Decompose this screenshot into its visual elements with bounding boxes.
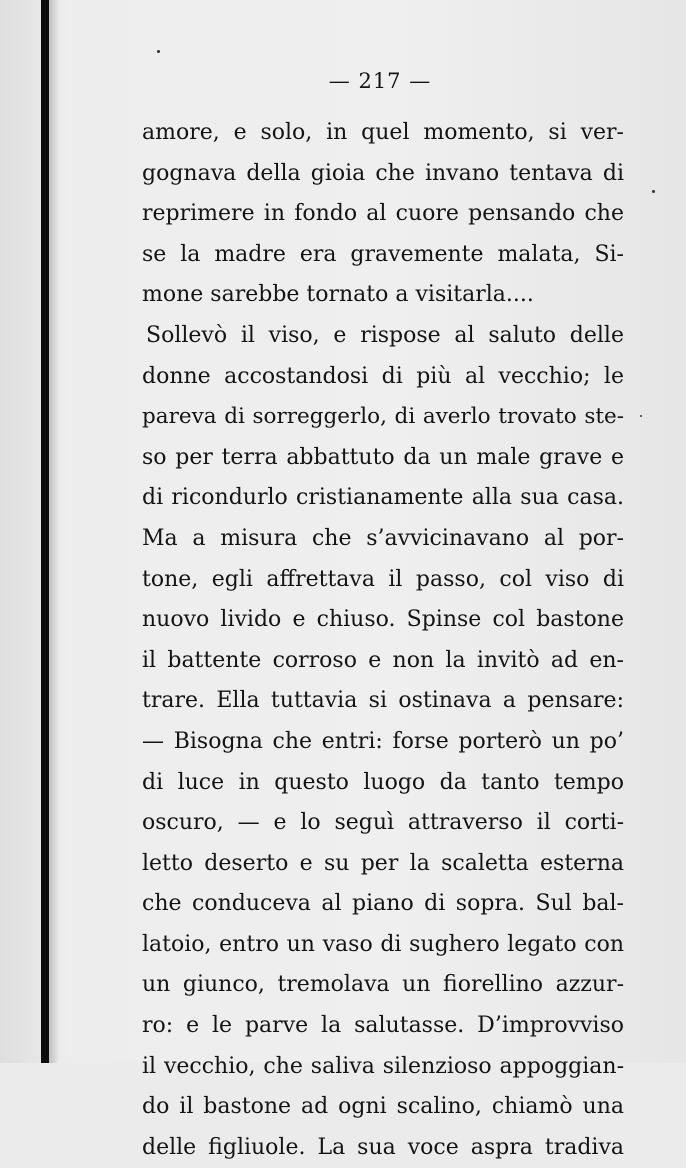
text-line: donne accostandosi di più al vecchio; le: [142, 363, 624, 389]
text-line: so per terra abbattuto da un male grave e: [142, 444, 624, 470]
text-line: latoio, entro un vaso di sughero legato con: [142, 931, 624, 957]
text-line: se la madre era gravemente malata, Si-: [142, 241, 624, 267]
text-line: trare. Ella tuttavia si ostinava a pensare:: [142, 688, 624, 714]
binding-shadow: [49, 0, 59, 1063]
text-line: ro: e le parve la salutasse. D’improvviso: [142, 1013, 624, 1039]
text-line: che conduceva al piano di sopra. Sul bal-: [142, 891, 624, 917]
text-line: Ma a misura che s’avvicinavano al por-: [142, 525, 624, 551]
text-line: reprimere in fondo al cuore pensando che: [142, 201, 624, 227]
ink-speck: [652, 190, 655, 193]
text-line: letto deserto e su per la scaletta esterna: [142, 850, 624, 876]
ink-speck: [640, 415, 642, 417]
text-line: — Bisogna che entri: forse porterò un po’: [142, 728, 624, 754]
text-line: di luce in questo luogo da tanto tempo: [142, 769, 624, 795]
text-line: il battente corroso e non la invitò ad en-: [142, 647, 624, 673]
text-line: amore, e solo, in quel momento, si ver-: [142, 120, 624, 145]
text-line: tone, egli affrettava il passo, col viso di: [142, 566, 624, 592]
ink-speck: [157, 50, 160, 53]
text-line: mone sarebbe tornato a visitarla....: [142, 282, 534, 308]
text-line: do il bastone ad ogni scalino, chiamò una: [142, 1094, 624, 1120]
text-line: di ricondurlo cristianamente alla sua casa.: [142, 485, 624, 511]
page-number: — 217 —: [328, 69, 432, 93]
text-line: oscuro, — e lo seguì attraverso il corti-: [142, 810, 624, 836]
body-text: [142, 113, 624, 1168]
text-line: nuovo livido e chiuso. Spinse col bastone: [142, 607, 624, 633]
text-line: Sollevò il viso, e rispose al saluto delle: [146, 322, 624, 348]
text-line: il vecchio, che saliva silenzioso appoggian-: [142, 1053, 624, 1079]
text-line: pareva di sorreggerlo, di averlo trovato ste-: [142, 404, 624, 430]
text-line: delle figliuole. La sua voce aspra tradiva: [142, 1134, 624, 1160]
text-line: gognava della gioia che invano tentava di: [142, 160, 624, 186]
binding-edge: [41, 0, 49, 1063]
text-line: un giunco, tremolava un fiorellino azzur-: [142, 972, 624, 998]
